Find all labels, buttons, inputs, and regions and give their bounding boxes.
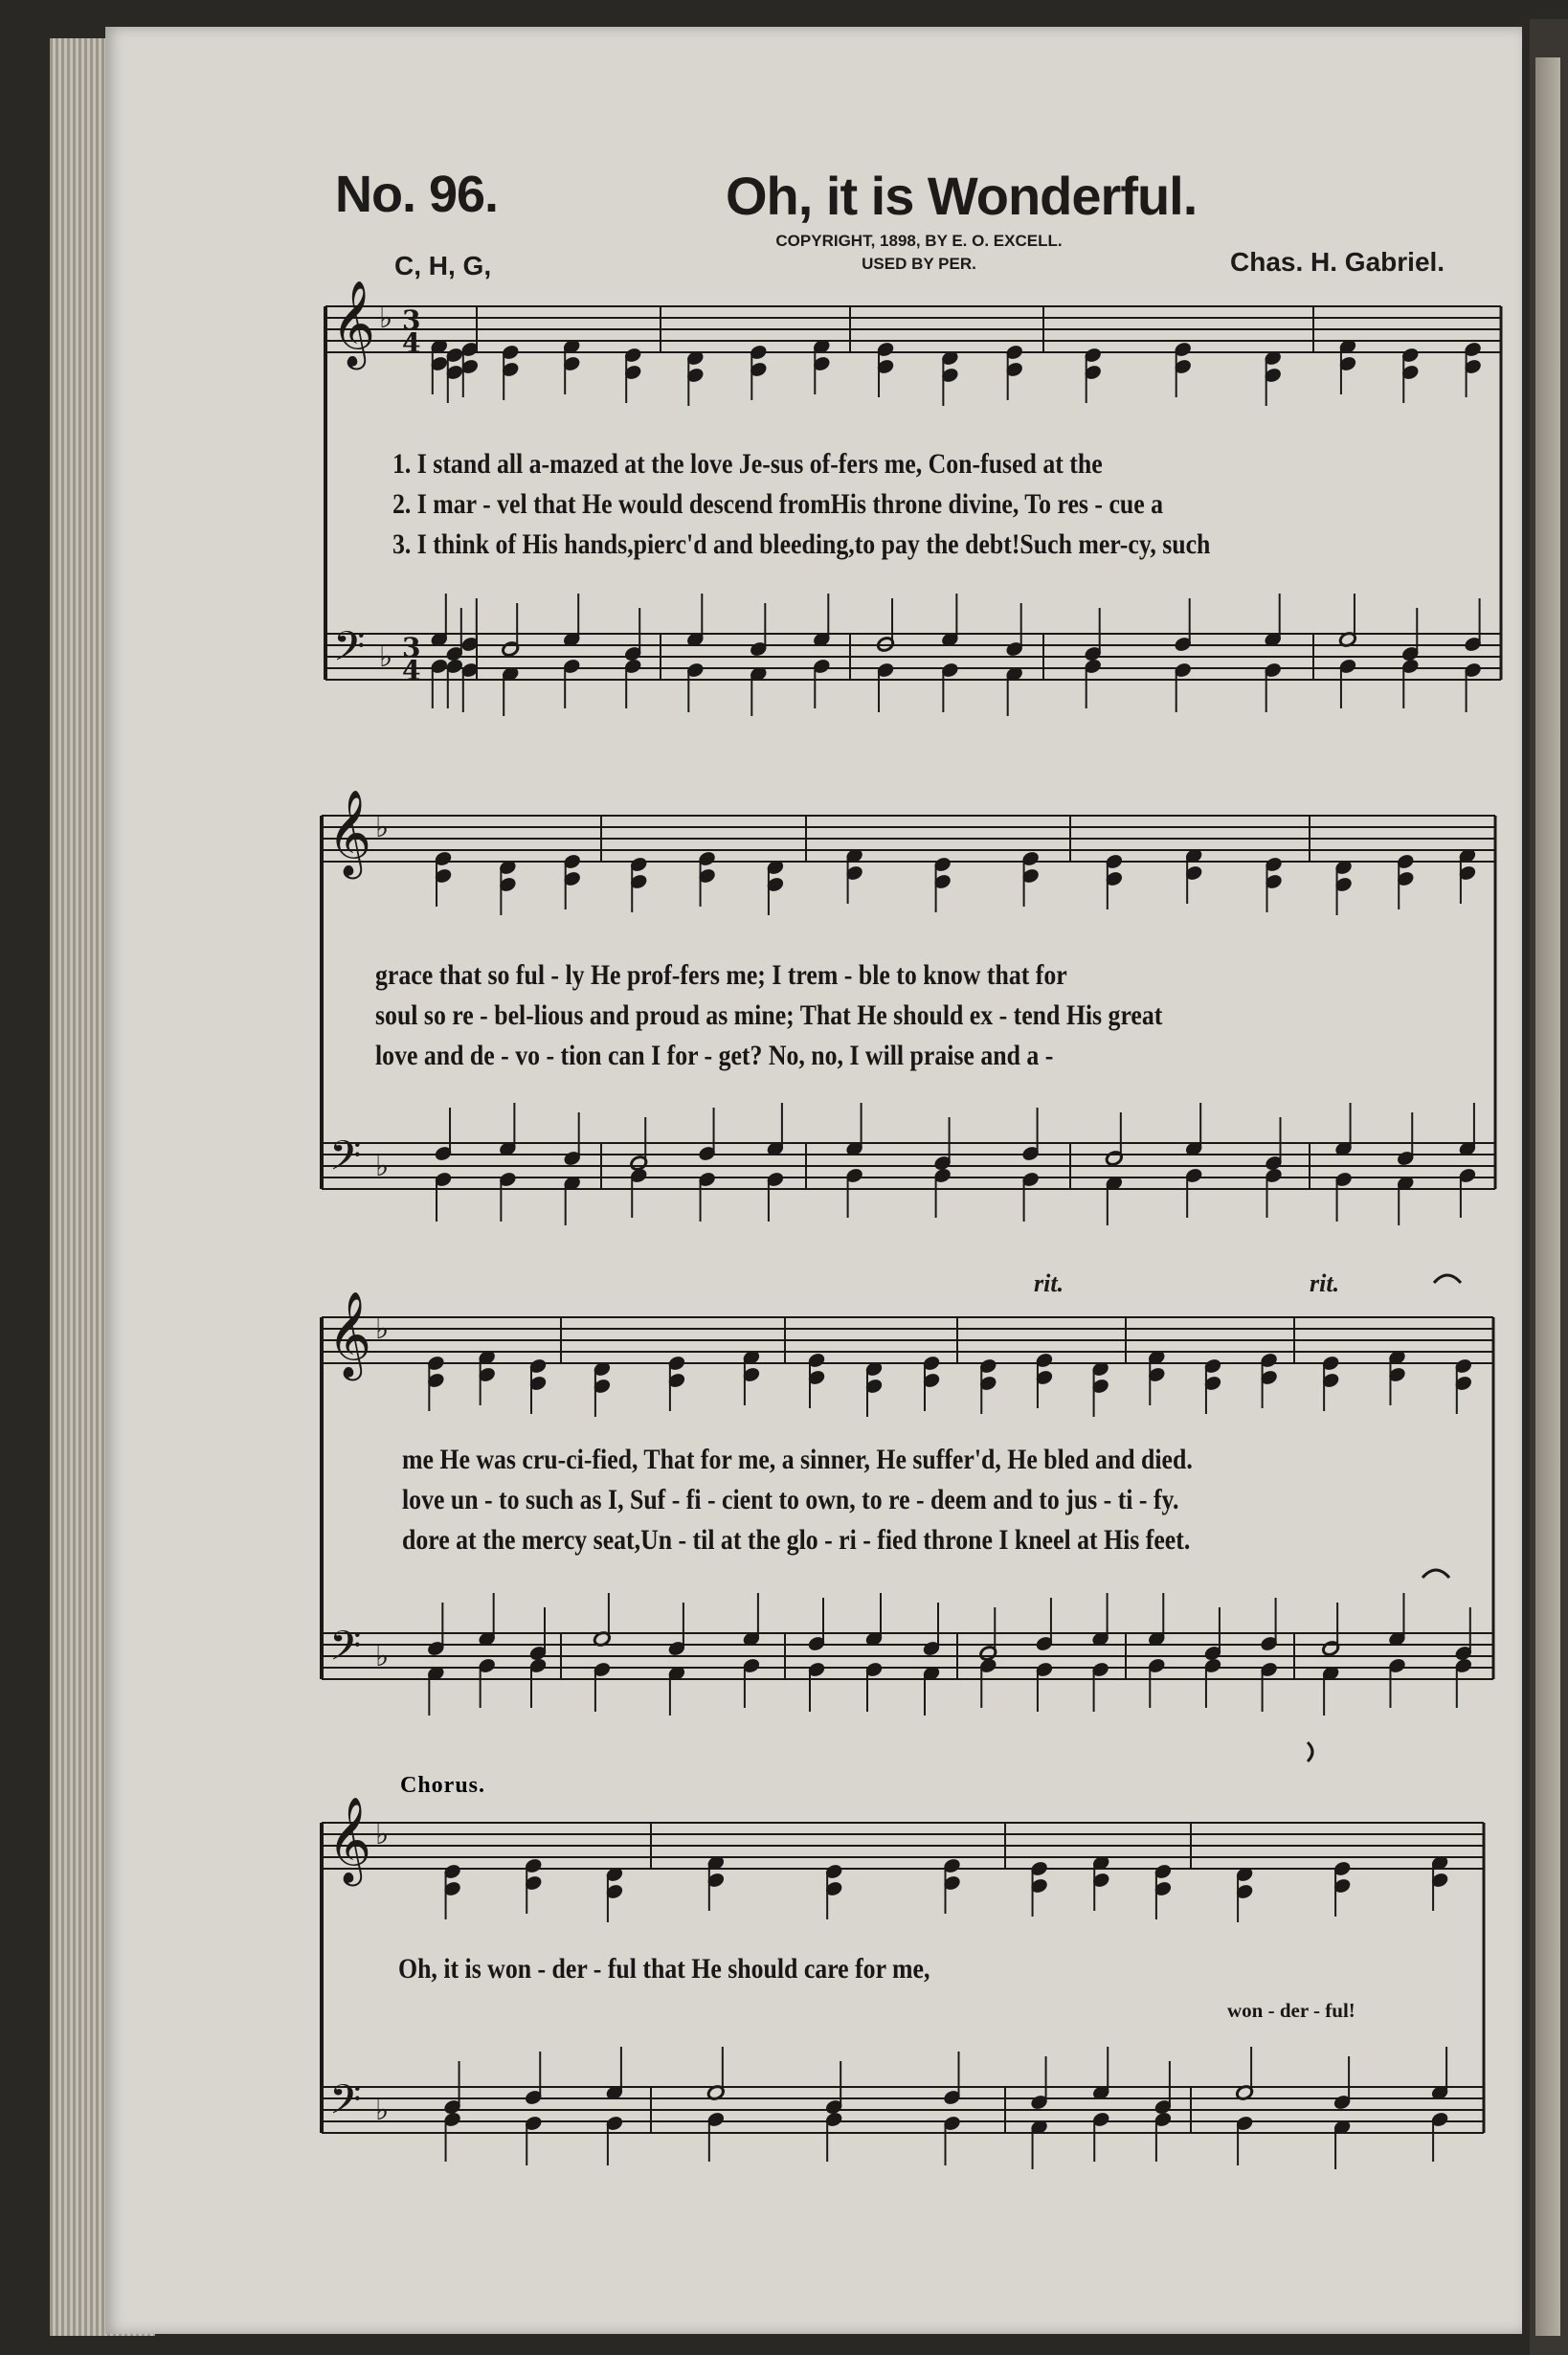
- flat-sign: ♭: [375, 1640, 390, 1673]
- lyric-line: 1. I stand all a-mazed at the love Je-sus of-fers me, Con-fused at the: [392, 448, 1103, 480]
- treble-clef: 𝄞: [331, 280, 376, 367]
- ritardando-mark: rit.: [1034, 1269, 1064, 1297]
- bass-clef: 𝄢: [329, 2076, 362, 2134]
- flat-sign: ♭: [375, 811, 390, 844]
- hymn-title: Oh, it is Wonderful.: [726, 166, 1198, 226]
- lyric-line: love and de - vo - tion can I for - get? No, no, I will praise and a -: [375, 1040, 1054, 1071]
- flat-sign: ♭: [375, 1818, 390, 1851]
- time-signature-numerator: 3: [402, 304, 421, 336]
- lyricist-initials: C, H, G,: [394, 251, 492, 280]
- hymn-number: No. 96.: [335, 166, 499, 223]
- ritardando-mark: rit.: [1310, 1269, 1340, 1297]
- bass-clef: 𝄢: [333, 623, 366, 681]
- lyric-line: me He was cru-ci-fied, That for me, a sinner, He suffer'd, He bled and died.: [402, 1444, 1193, 1475]
- treble-clef: 𝄞: [327, 1797, 372, 1883]
- treble-clef: 𝄞: [327, 1291, 372, 1378]
- fermata: [1422, 1570, 1449, 1578]
- time-signature-denominator: 4: [402, 655, 421, 686]
- fermata: [1434, 1275, 1461, 1283]
- lyric-line: love un - to such as I, Suf - fi - cient to own, to re - deem and to jus - ti - fy.: [402, 1484, 1179, 1515]
- flat-sign: ♭: [375, 1150, 390, 1183]
- flat-sign: ♭: [375, 2094, 390, 2127]
- fermata: [1308, 1742, 1312, 1761]
- copyright-line-2: USED BY PER.: [862, 255, 976, 273]
- lyric-line: dore at the mercy seat,Un - til at the glo - ri - fied throne I kneel at His feet.: [402, 1524, 1191, 1556]
- lyric-line: 3. I think of His hands,pierc'd and bleeding,to pay the debt!Such mer-cy, such: [392, 528, 1211, 560]
- composer-name: Chas. H. Gabriel.: [1230, 247, 1445, 277]
- flat-sign: ♭: [379, 302, 393, 335]
- bass-clef: 𝄢: [329, 1623, 362, 1680]
- time-signature-numerator: 3: [402, 632, 421, 663]
- flat-sign: ♭: [375, 1312, 390, 1346]
- flat-sign: ♭: [379, 640, 393, 674]
- lyric-line: soul so re - bel-lious and proud as mine; That He should ex - tend His great: [375, 999, 1163, 1031]
- lyric-line: Oh, it is won - der - ful that He should care for me,: [398, 1953, 930, 1985]
- time-signature-denominator: 4: [402, 327, 421, 359]
- treble-clef: 𝄞: [327, 790, 372, 876]
- chorus-label: Chorus.: [400, 1773, 486, 1798]
- bass-clef: 𝄢: [329, 1133, 362, 1190]
- copyright-line-1: COPYRIGHT, 1898, BY E. O. EXCELL.: [775, 232, 1063, 250]
- lyric-line: 2. I mar - vel that He would descend fromHis throne divine, To res - cue a: [392, 488, 1164, 520]
- echo-lyric: won - der - ful!: [1227, 1999, 1355, 2022]
- lyric-line: grace that so ful - ly He prof-fers me; I trem - ble to know that for: [375, 959, 1067, 991]
